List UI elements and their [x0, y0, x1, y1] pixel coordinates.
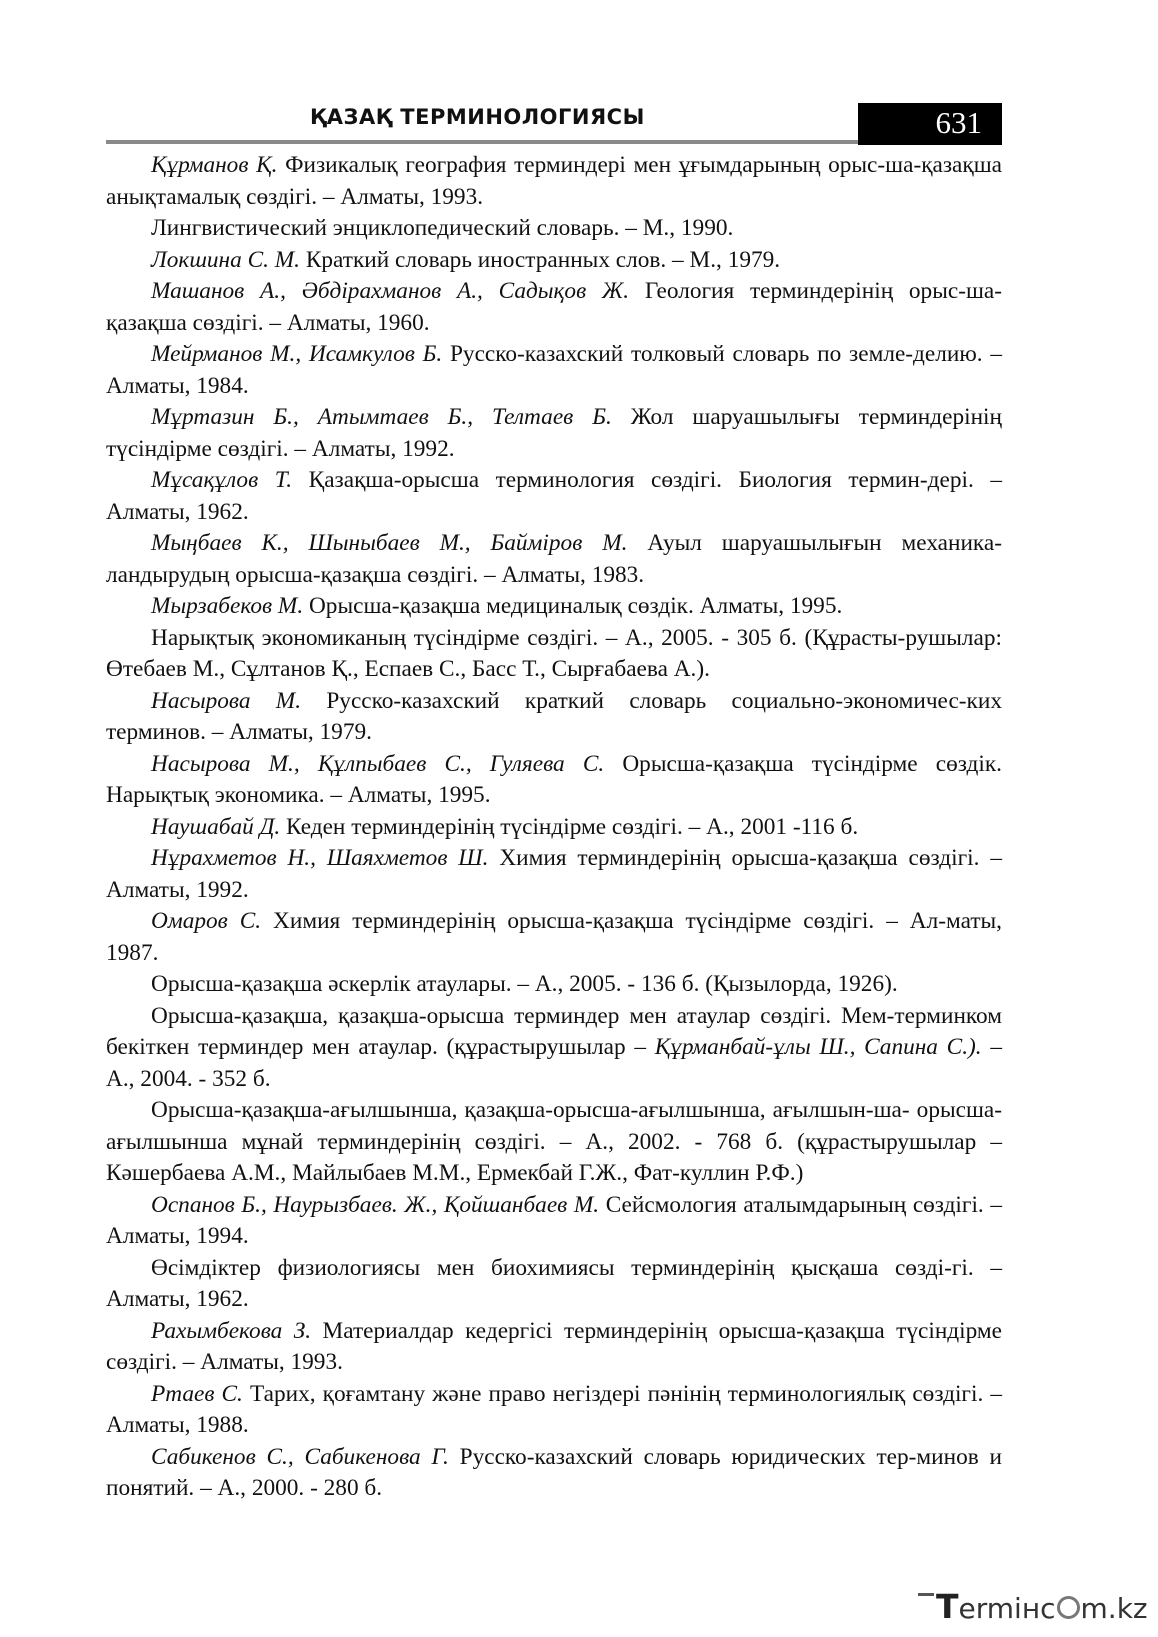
entry-author: Құрманбай-ұлы Ш., Сапина С.). [654, 1034, 982, 1060]
page-number: 631 [935, 105, 982, 140]
bibliography-entry [106, 1001, 1002, 1096]
entry-author: Омаров С. [151, 908, 262, 934]
entry-text: Химия терминдерінің орысша-қазақша түсіндірме сөздігі. – Ал-маты, 1987. [106, 908, 1002, 966]
entry-author: Мейрманов М., Исамкулов Б. [151, 341, 443, 367]
bibliography-entry [106, 843, 1002, 906]
entry-text: Орысша-қазақша, қазақша-орысша терминдер мен атаулар сөздігі. Мем-терминком бекіткен терминдер мен атаулар. (құрастырушылар – [106, 1002, 1002, 1060]
entry-text: Өсімдіктер физиологиясы мен биохимиясы терминдерінің қысқаша сөзді-гі. – Алматы, 1962. [106, 1254, 1002, 1312]
logo-text-part1: ermінc [958, 1592, 1056, 1625]
header-rule [106, 140, 858, 144]
entry-author: Локшина С. М. [151, 246, 301, 273]
bibliography-entry [106, 339, 1002, 402]
entry-author: Ртаев С. [151, 1380, 243, 1407]
bibliography-entry [106, 749, 1002, 812]
entry-author: Рахымбекова З. [151, 1317, 312, 1344]
bibliography-entry [106, 686, 1002, 749]
bibliography-entry [106, 906, 1002, 969]
bibliography-entry [106, 969, 1002, 1001]
entry-text: Материалдар кедергісі терминдерінің орысша-қазақша түсіндірме сөздігі. – Алматы, 1993. [106, 1317, 1002, 1375]
entry-author: Мырзабеков М. [151, 593, 304, 619]
bibliography-entry [106, 1095, 1002, 1190]
entry-text: Тарих, қоғамтану және право негіздері пәнінің терминологиялық сөздігі. – Алматы, 1988. [106, 1380, 1002, 1438]
entry-text: Кеден терминдерінің түсіндірме сөздігі. – А., 2001 -116 б. [280, 813, 859, 840]
running-header [106, 103, 1002, 145]
bibliography-entry [106, 245, 1002, 277]
entry-author: Машанов А., Әбдірахманов А., Садықов Ж. [151, 278, 630, 304]
logo-text-part2: m.kz [1080, 1592, 1148, 1625]
entry-text: Геология терминдерінің орыс-ша-қазақша сөздігі. – Алматы, 1960. [106, 278, 1002, 336]
entry-text: Русско-казахский толковый словарь по земле-делию. – Алматы, 1984. [106, 341, 1002, 399]
bibliography-entry [106, 1379, 1002, 1442]
entry-text: Орысша-қазақша әскерлік атаулары. – А., 2005. - 136 б. (Қызылорда, 1926). [151, 971, 898, 997]
watermark-logo [936, 1587, 1148, 1626]
entry-author: Насырова М. [151, 687, 302, 714]
bibliography-entry [106, 1442, 1002, 1505]
entry-text: Физикалық география терминдері мен ұғымдарының орыс-ша-қазақша анықтамалық сөздігі. – Алматы, 1993. [106, 152, 1002, 210]
entry-text: – А., 2004. - 352 б. [106, 1034, 1002, 1092]
bibliography-list [106, 150, 1002, 1505]
bibliography-entry [106, 528, 1002, 591]
header-title: ҚАЗАҚ ТЕРМИНОЛОГИЯСЫ [310, 105, 645, 129]
page-number-box [858, 103, 1002, 145]
entry-text: Краткий словарь иностранных слов. – М., 1979. [300, 246, 781, 273]
bibliography-entry [106, 1316, 1002, 1379]
bibliography-entry [106, 1190, 1002, 1253]
entry-author: Сабикенов С., Сабикенова Г. [151, 1443, 449, 1470]
entry-text: Орысша-қазақша-ағылшынша, қазақша-орысша-ағылшынша, ағылшын-ша- орысша-ағылшынша мұнай терминдерінің сөздігі. – А., 2002. - 768 б. (құрастырушылар – Кәшербаева А.М., Майлыбаев М.М., Ермекбай Г.Ж., Фат-куллин Р.Ф.) [106, 1097, 1002, 1186]
bibliography-entry [106, 150, 1002, 213]
bibliography-entry [106, 213, 1002, 245]
entry-author: Мыңбаев К., Шыныбаев М., Баймiров М. [151, 530, 628, 556]
entry-text: Нарықтық экономиканың түсіндірме сөздігі. – А., 2005. - 305 б. (Құрасты-рушылар: Өтебаев М., Сұлтанов Қ., Еспаев С., Басс Т., Сырғабаева А.). [106, 624, 1002, 682]
entry-text: Русско-казахский краткий словарь социально-экономичес-ких терминов. – Алматы, 1979. [106, 687, 1002, 745]
bibliography-entry [106, 465, 1002, 528]
bibliography-entry [106, 276, 1002, 339]
entry-author: Насырова М., Құлпыбаев С., Гуляева С. [151, 750, 605, 777]
entry-text: Русско-казахский словарь юридических тер-минов и понятий. – А., 2000. - 280 б. [106, 1443, 1002, 1501]
entry-author: Мұртазин Б., Атымтаев Б., Телтаев Б. [151, 404, 612, 430]
bibliography-entry [106, 623, 1002, 686]
entry-text: Химия терминдерінің орысша-қазақша сөздігі. – Алматы, 1992. [106, 845, 1002, 903]
entry-author: Наушабай Д. [151, 813, 281, 840]
entry-author: Нұрахметов Н., Шаяхметов Ш. [151, 845, 489, 871]
entry-author: Мұсақұлов Т. [151, 467, 293, 493]
entry-text: Орысша-қазақша медициналық сөздік. Алматы, 1995. [303, 593, 843, 619]
bibliography-entry [106, 591, 1002, 623]
entry-author: Оспанов Б., Наурызбаев. Ж., Қойшанбаев М. [151, 1191, 600, 1218]
entry-text: Қазақша-орысша терминология сөздігі. Биология термин-дері. – Алматы, 1962. [106, 467, 1003, 525]
entry-author: Құрманов Қ. [151, 152, 278, 178]
logo-letter-t: T [936, 1587, 959, 1626]
magnifier-icon [1057, 1596, 1080, 1619]
bibliography-entry [106, 812, 1002, 844]
entry-text: Лингвистический энциклопедический словарь. – М., 1990. [151, 215, 734, 241]
entry-text: Жол шаруашылығы терминдерінің түсіндірме сөздігі. – Алматы, 1992. [106, 404, 1002, 462]
entry-text: Орысша-қазақша түсіндірме сөздік. Нарықтық экономика. – Алматы, 1995. [106, 750, 1002, 808]
entry-text: Ауыл шаруашылығын механика-ландырудың орысша-қазақша сөздігі. – Алматы, 1983. [106, 530, 1002, 588]
bibliography-entry [106, 1253, 1002, 1316]
entry-text: Сейсмология аталымдарының сөздігі. – Алматы, 1994. [106, 1191, 1003, 1249]
bibliography-entry [106, 402, 1002, 465]
